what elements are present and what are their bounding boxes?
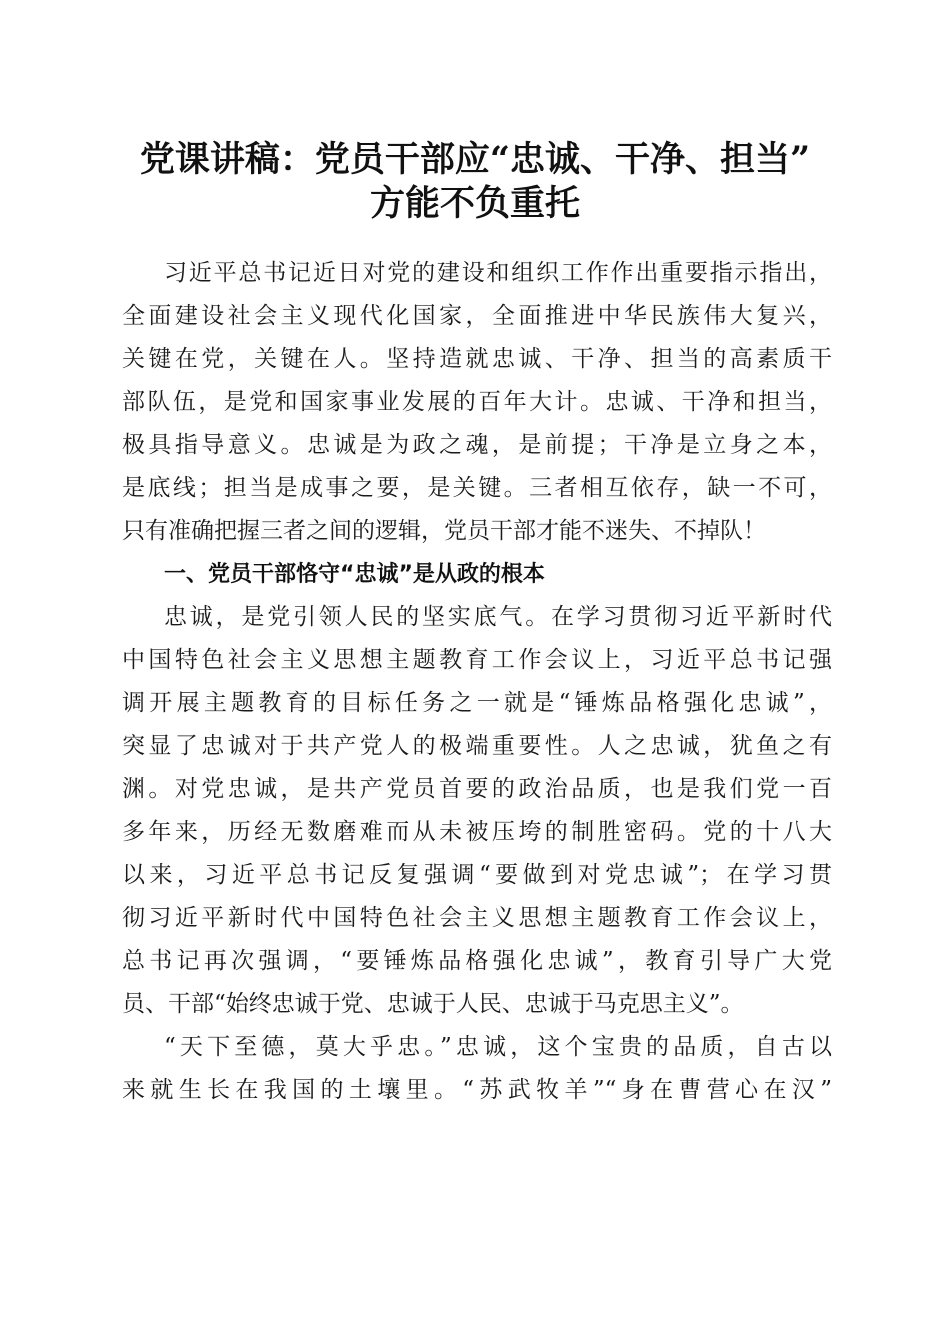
paragraph-1-line: 习近平总书记近日对党的建设和组织工作作出重要指示指出， [164,260,832,286]
section-heading-1: 一、党员干部恪守“忠诚”是从政的根本 [164,562,545,587]
paragraph-2-line: 渊。对党忠诚，是共产党员首要的政治品质，也是我们党一百 [122,776,832,802]
document-body [122,252,832,1112]
paragraph-1-line: 只有准确把握三者之间的逻辑，党员干部才能不迷失、不掉队！ [122,518,766,544]
paragraph-1-line: 是底线；担当是成事之要，是关键。三者相互依存，缺一不可， [122,475,832,501]
paragraph-2-line: 突显了忠诚对于共产党人的极端重要性。人之忠诚，犹鱼之有 [122,733,832,759]
document-title-line-2: 方能不负重托 [369,183,580,224]
paragraph-1-line: 关键在党，关键在人。坚持造就忠诚、干净、担当的高素质干 [122,346,832,372]
paragraph-2-line: 调开展主题教育的目标任务之一就是“锤炼品格强化忠诚”， [122,690,832,716]
paragraph-2-line: 员、干部“始终忠诚于党、忠诚于人民、忠诚于马克思主义”。 [122,991,744,1017]
paragraph-2-line: 以来，习近平总书记反复强调“要做到对党忠诚”；在学习贯 [122,862,832,888]
paragraph-2-line: 彻习近平新时代中国特色社会主义思想主题教育工作会议上， [122,905,832,931]
paragraph-1-line: 部队伍，是党和国家事业发展的百年大计。忠诚、干净和担当， [122,389,832,415]
paragraph-1-line: 全面建设社会主义现代化国家，全面推进中华民族伟大复兴， [122,303,832,329]
paragraph-2-line: 中国特色社会主义思想主题教育工作会议上，习近平总书记强 [122,647,832,673]
document-title-line-1: 党课讲稿：党员干部应“忠诚、干净、担当” [139,139,811,180]
paragraph-3-line: “天下至德，莫大乎忠。”忠诚，这个宝贵的品质，自古以 [164,1034,832,1060]
paragraph-2-line: 总书记再次强调，“要锤炼品格强化忠诚”，教育引导广大党 [122,948,832,974]
paragraph-2-line: 多年来，历经无数磨难而从未被压垮的制胜密码。党的十八大 [122,819,832,845]
paragraph-2-line: 忠诚，是党引领人民的坚实底气。在学习贯彻习近平新时代 [164,604,832,630]
paragraph-1-line: 极具指导意义。忠诚是为政之魂，是前提；干净是立身之本， [122,432,832,458]
paragraph-3-line: 来就生长在我国的土壤里。“苏武牧羊”“身在曹营心在汉” [122,1077,832,1103]
